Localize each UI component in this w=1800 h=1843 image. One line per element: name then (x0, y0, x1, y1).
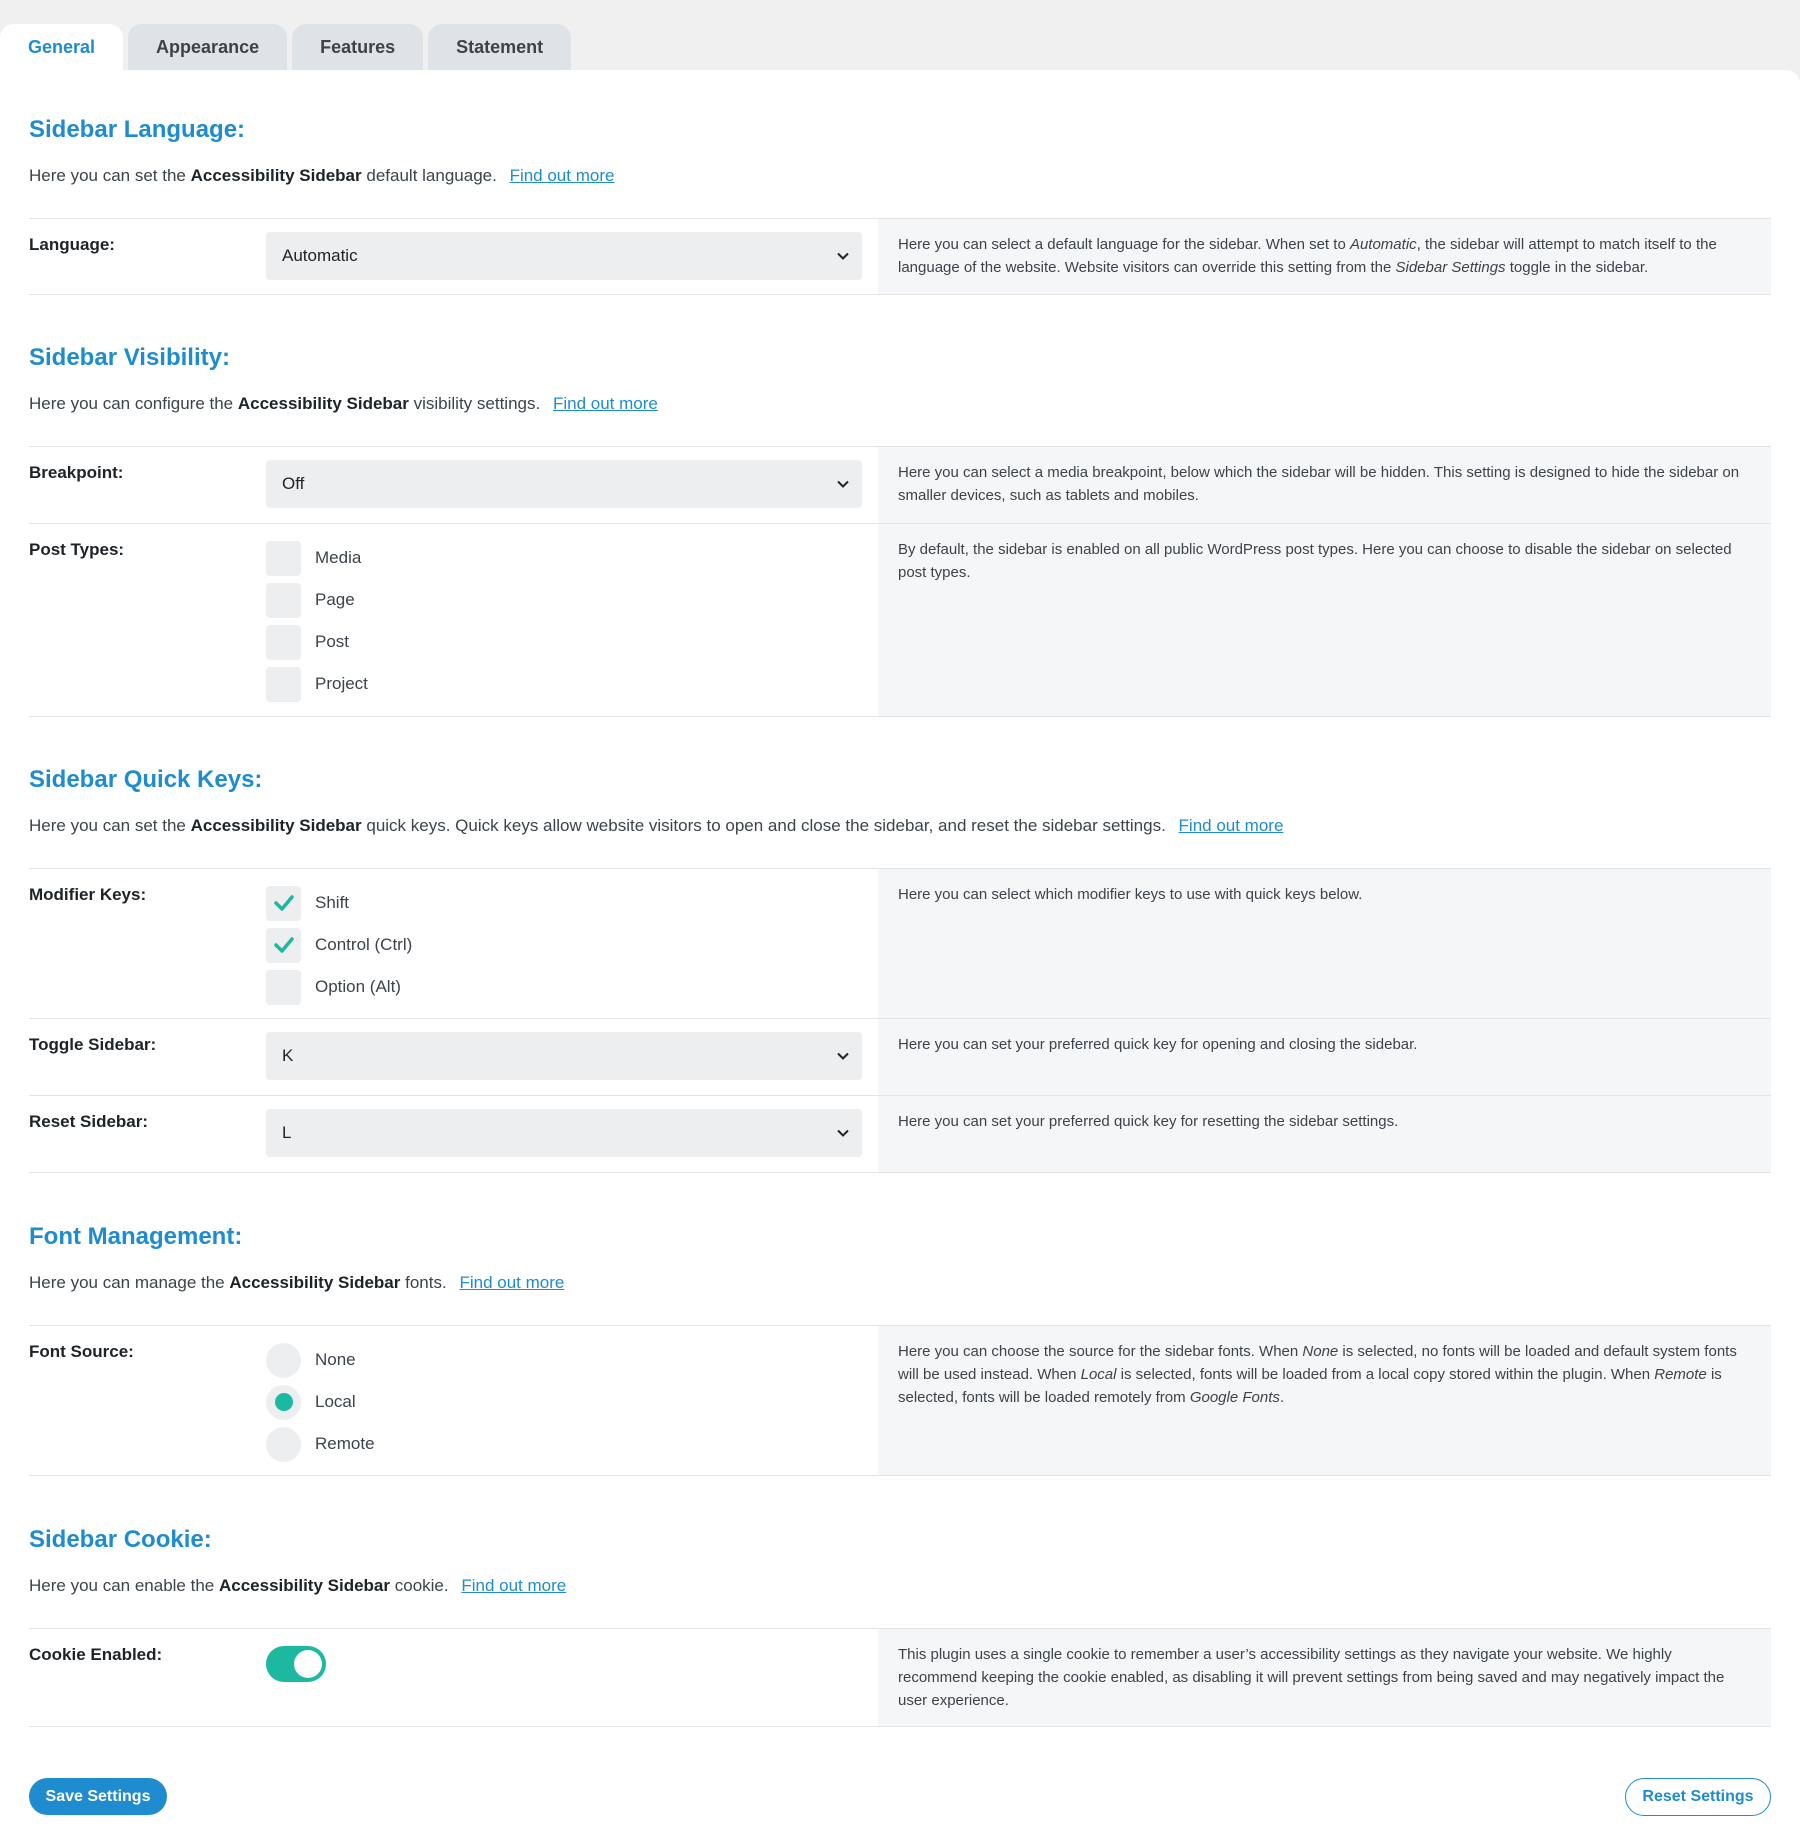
row-help: Here you can select which modifier keys to use with quick keys below. (878, 869, 1771, 1018)
section-font-management (29, 1221, 1771, 1476)
checkbox-label: Post (315, 632, 350, 651)
help-text: Here you can select a default language for the sidebar. When set to (898, 236, 1350, 253)
desc-text: default language. (366, 166, 497, 185)
desc-text: Here you can enable the (29, 1576, 215, 1595)
font-source-radios (266, 1339, 862, 1465)
radio-label: Remote (315, 1434, 375, 1453)
radio-local[interactable] (266, 1381, 862, 1423)
find-out-more-link[interactable]: Find out more (461, 1576, 567, 1595)
settings-panel (0, 70, 1800, 1843)
help-em: Automatic (1349, 236, 1417, 253)
chevron-down-icon (836, 249, 850, 263)
row-label: Language: (29, 235, 115, 254)
help-em: None (1302, 1343, 1339, 1360)
checkbox-box[interactable] (266, 583, 301, 618)
row-label: Cookie Enabled: (29, 1645, 163, 1664)
help-text: is selected, fonts will be loaded remotely from (898, 1366, 1722, 1406)
row-label: Toggle Sidebar: (29, 1035, 157, 1054)
find-out-more-link[interactable]: Find out more (552, 394, 658, 413)
find-out-more-link[interactable]: Find out more (459, 1273, 565, 1292)
row-help: Here you can set your preferred quick key for resetting the sidebar settings. (878, 1096, 1771, 1172)
checkbox-shift[interactable] (266, 882, 862, 924)
checkbox-project[interactable] (266, 663, 862, 705)
check-icon (273, 892, 295, 914)
tab-general[interactable]: General (0, 24, 123, 70)
select-value: L (282, 1123, 292, 1142)
select-value: Automatic (282, 246, 358, 265)
row-label: Font Source: (29, 1342, 134, 1361)
desc-text: Here you can set the (29, 166, 186, 185)
settings-tabs (0, 24, 571, 70)
section-cookie (29, 1524, 1771, 1727)
row-label: Modifier Keys: (29, 885, 147, 904)
checkbox-page[interactable] (266, 579, 862, 621)
modifier-checkboxes (266, 882, 862, 1008)
section-quick-keys (29, 764, 1771, 1173)
row-label: Post Types: (29, 540, 125, 559)
select-value: K (282, 1046, 294, 1065)
row-help: This plugin uses a single cookie to remember a user’s accessibility settings as they navigate your website. We highly recommend keeping the cookie enabled, as disabling it will prevent settings from being saved and may negatively impact the user experience. (878, 1629, 1771, 1726)
checkbox-box[interactable] (266, 541, 301, 576)
row-cookie-enabled (29, 1629, 1771, 1727)
post-types-checkboxes (266, 537, 862, 705)
section-title: Sidebar Language: (29, 116, 246, 143)
tab-appearance[interactable]: Appearance (128, 24, 287, 70)
section-visibility (29, 342, 1771, 717)
tab-statement[interactable]: Statement (428, 24, 571, 70)
tab-features[interactable]: Features (292, 24, 423, 70)
desc-bold: Accessibility Sidebar (229, 1273, 401, 1292)
desc-text: Here you can configure the (29, 394, 234, 413)
desc-text: Here you can set the (29, 816, 186, 835)
radio-selected-dot (275, 1393, 293, 1411)
checkbox-label: Project (315, 674, 368, 693)
help-text: Here you can choose the source for the sidebar fonts. When (898, 1343, 1303, 1360)
row-language (29, 219, 1771, 295)
checkbox-label: Media (315, 548, 362, 567)
desc-text: quick keys. Quick keys allow website visitors to open and close the sidebar, and reset the sidebar settings. (366, 816, 1166, 835)
reset-settings-button[interactable]: Reset Settings (1625, 1778, 1771, 1816)
check-icon (273, 934, 295, 956)
section-description (29, 164, 1771, 188)
reset-key-select[interactable] (266, 1109, 862, 1157)
row-modifier-keys (29, 869, 1771, 1019)
row-help: By default, the sidebar is enabled on all public WordPress post types. Here you can choose to disable the sidebar on selected post types. (878, 524, 1771, 716)
row-help: Here you can set your preferred quick key for opening and closing the sidebar. (878, 1019, 1771, 1095)
checkbox-box[interactable] (266, 625, 301, 660)
language-select[interactable] (266, 232, 862, 280)
section-description (29, 1271, 1771, 1295)
checkbox-label: Page (315, 590, 355, 609)
radio-circle[interactable] (266, 1427, 301, 1462)
radio-none[interactable] (266, 1339, 862, 1381)
row-toggle-sidebar (29, 1019, 1771, 1096)
checkbox-option[interactable] (266, 966, 862, 1008)
radio-remote[interactable] (266, 1423, 862, 1465)
help-text: is selected, fonts will be loaded from a local copy stored within the plugin. When (1116, 1366, 1655, 1383)
cookie-toggle[interactable] (266, 1646, 326, 1682)
desc-text: Here you can manage the (29, 1273, 225, 1292)
toggle-knob (294, 1650, 322, 1678)
checkbox-box[interactable] (266, 928, 301, 963)
checkbox-media[interactable] (266, 537, 862, 579)
row-label: Breakpoint: (29, 463, 124, 482)
row-help (878, 219, 1771, 294)
help-text: , the sidebar will attempt to match itself to the language of the website. Website visitors can override this setting from the (898, 236, 1717, 276)
checkbox-post[interactable] (266, 621, 862, 663)
desc-text: visibility settings. (413, 394, 541, 413)
checkbox-label: Shift (315, 893, 350, 912)
row-label: Reset Sidebar: (29, 1112, 149, 1131)
help-em: Google Fonts (1189, 1389, 1280, 1406)
desc-bold: Accessibility Sidebar (190, 166, 362, 185)
help-text: . (1279, 1389, 1285, 1406)
desc-bold: Accessibility Sidebar (190, 816, 362, 835)
section-language (29, 114, 1771, 295)
select-value: Off (282, 474, 305, 493)
chevron-down-icon (836, 1049, 850, 1063)
section-title: Sidebar Quick Keys: (29, 766, 263, 793)
breakpoint-select[interactable] (266, 460, 862, 508)
cookie-toggle-wrap (266, 1642, 862, 1682)
section-description (29, 392, 1771, 416)
checkbox-box[interactable] (266, 667, 301, 702)
row-help: Here you can select a media breakpoint, below which the sidebar will be hidden. This setting is designed to hide the sidebar on smaller devices, such as tablets and mobiles. (878, 447, 1771, 523)
section-description (29, 1574, 1771, 1598)
help-em: Sidebar Settings (1395, 259, 1506, 276)
find-out-more-link[interactable]: Find out more (509, 166, 615, 185)
checkbox-box[interactable] (266, 970, 301, 1005)
section-title: Font Management: (29, 1223, 243, 1250)
radio-label: None (315, 1350, 356, 1369)
desc-text: fonts. (405, 1273, 447, 1292)
section-description (29, 814, 1771, 838)
row-help (878, 1326, 1771, 1475)
desc-text: cookie. (394, 1576, 449, 1595)
help-text: is selected, no fonts will be loaded and default system fonts will be used instead. When (898, 1343, 1737, 1383)
row-reset-sidebar (29, 1096, 1771, 1173)
section-title: Sidebar Cookie: (29, 1526, 212, 1553)
toggle-key-select[interactable] (266, 1032, 862, 1080)
checkbox-label: Option (Alt) (315, 977, 401, 996)
checkbox-box[interactable] (266, 886, 301, 921)
desc-bold: Accessibility Sidebar (218, 1576, 391, 1595)
desc-bold: Accessibility Sidebar (237, 394, 409, 413)
find-out-more-link[interactable]: Find out more (1178, 816, 1284, 835)
help-text: toggle in the sidebar. (1505, 259, 1649, 276)
radio-label: Local (315, 1392, 356, 1411)
help-em: Local (1080, 1366, 1117, 1383)
chevron-down-icon (836, 477, 850, 491)
radio-circle[interactable] (266, 1385, 301, 1420)
checkbox-control[interactable] (266, 924, 862, 966)
chevron-down-icon (836, 1126, 850, 1140)
row-font-source (29, 1326, 1771, 1476)
radio-circle[interactable] (266, 1343, 301, 1378)
row-post-types (29, 524, 1771, 717)
checkbox-label: Control (Ctrl) (315, 935, 413, 954)
save-settings-button[interactable]: Save Settings (29, 1778, 167, 1815)
row-breakpoint (29, 447, 1771, 524)
section-title: Sidebar Visibility: (29, 344, 230, 371)
help-em: Remote (1654, 1366, 1707, 1383)
